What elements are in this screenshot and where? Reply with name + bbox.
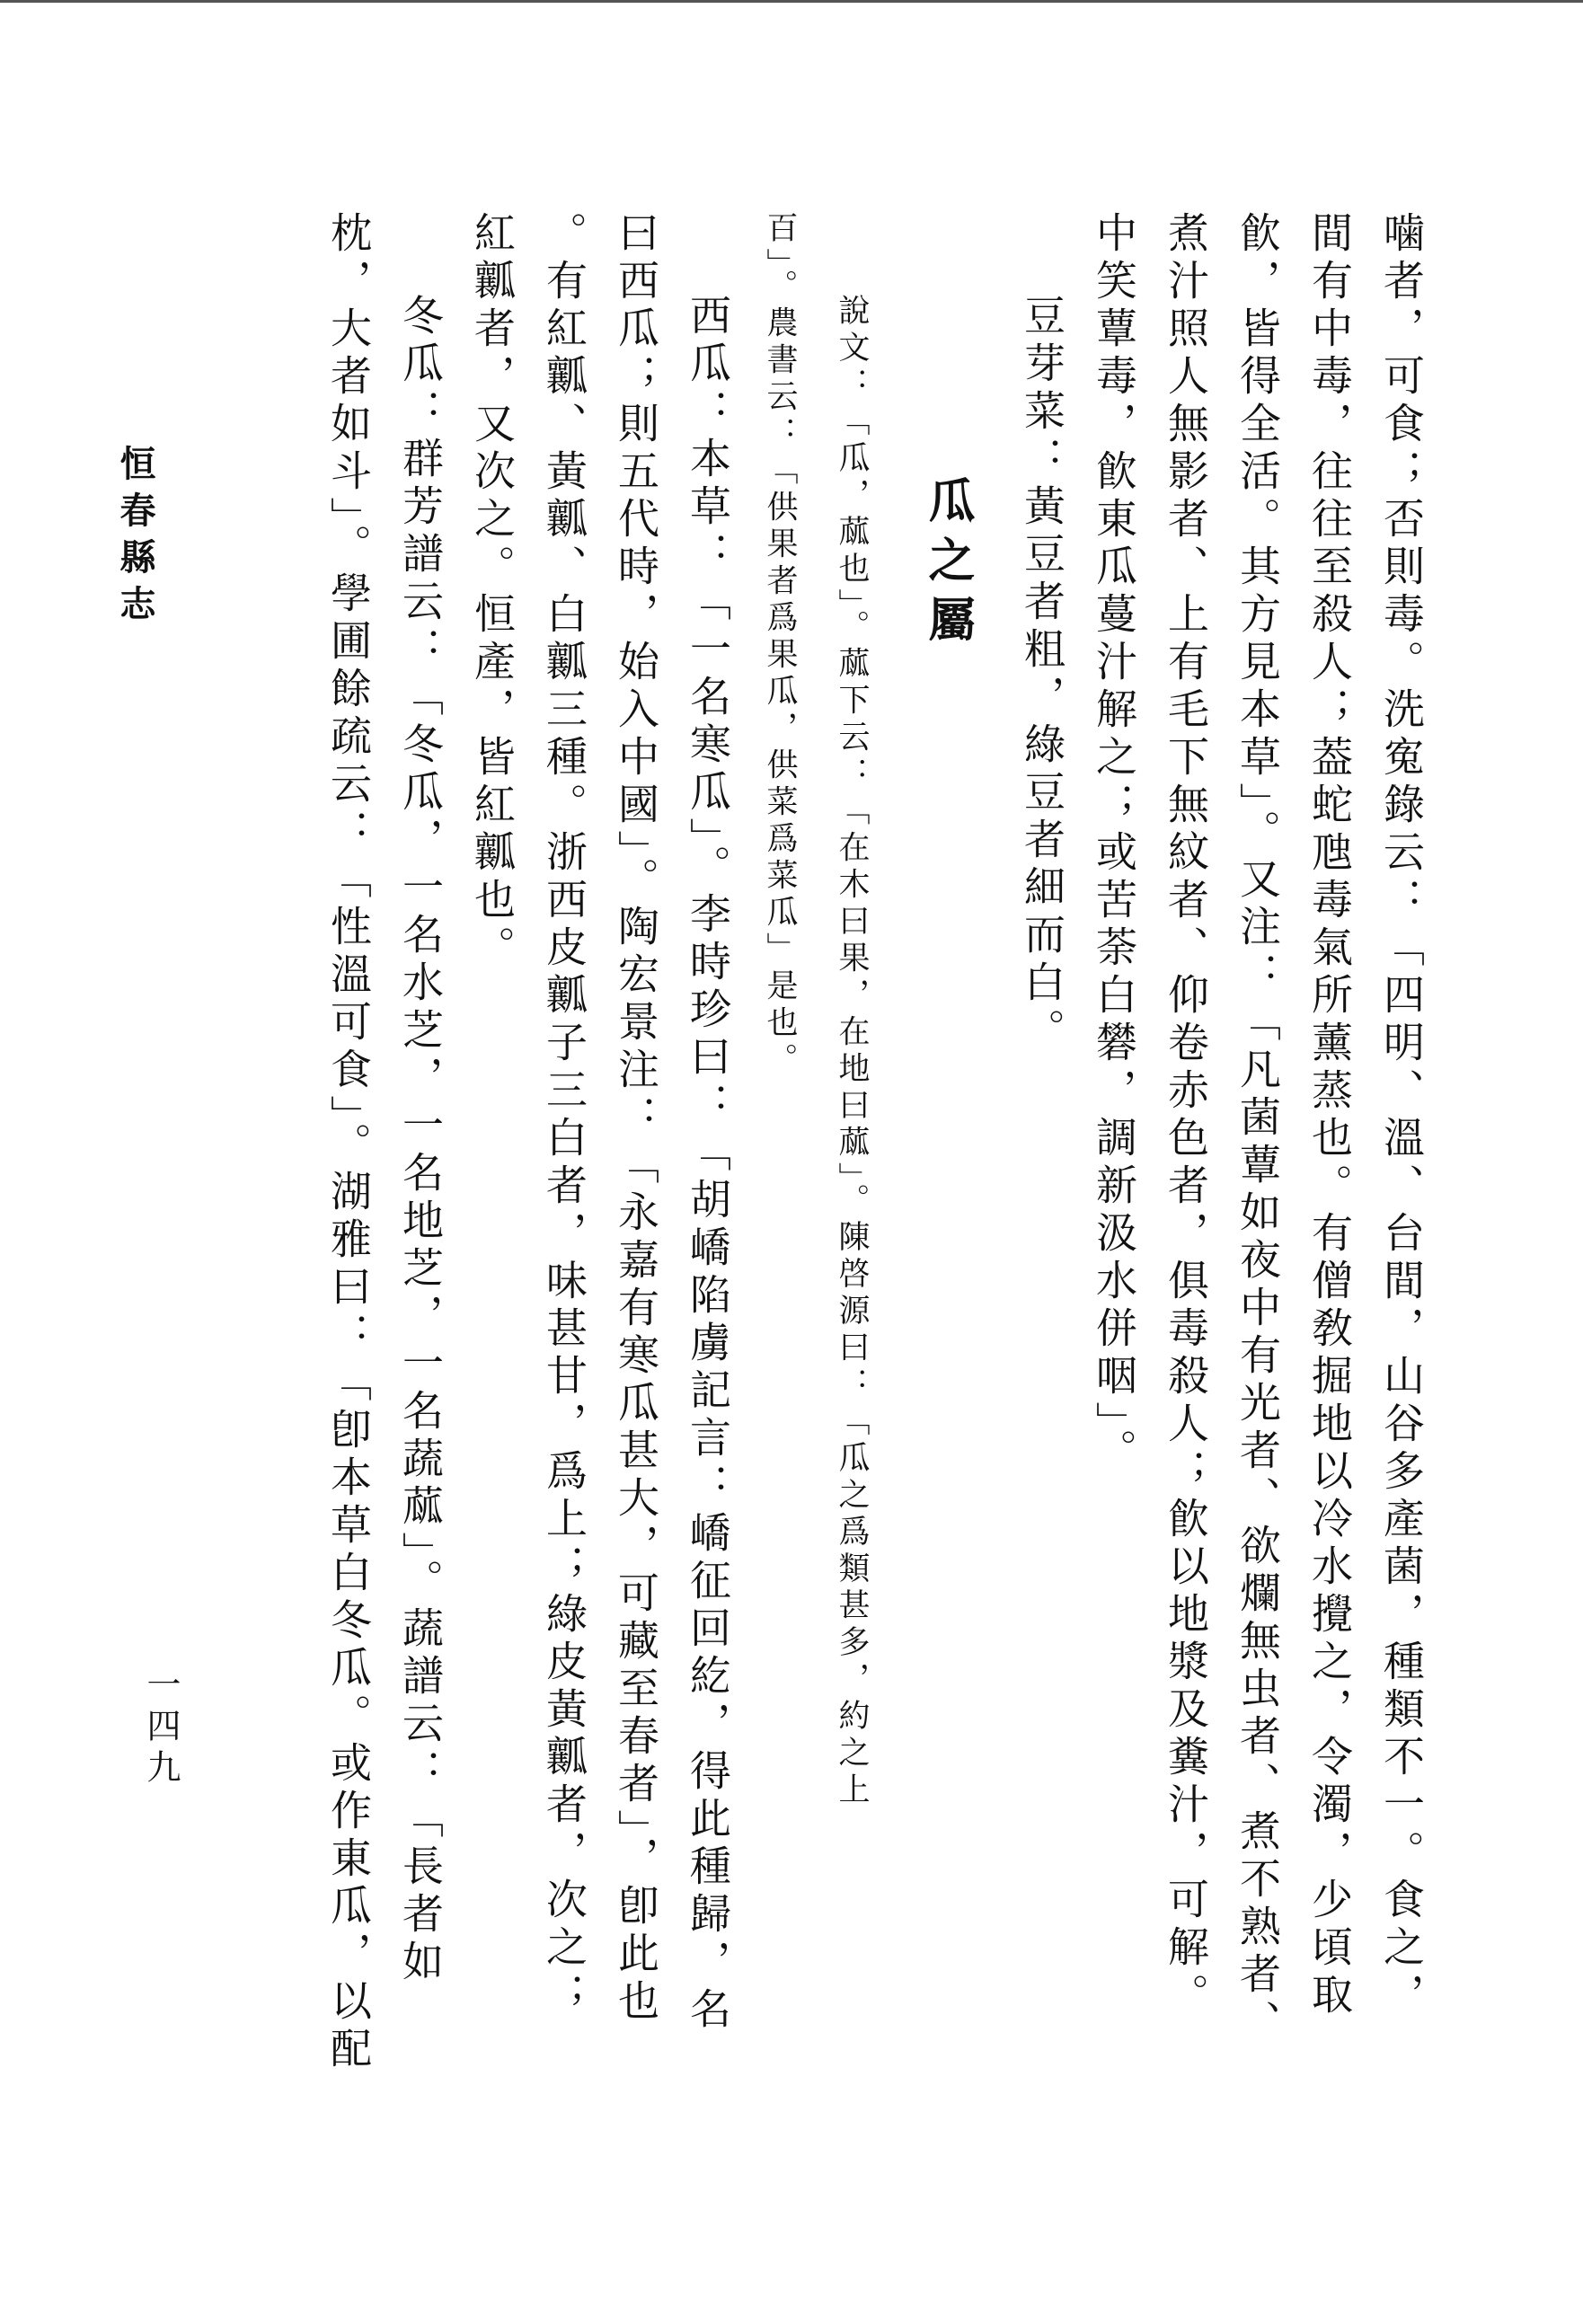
text-column: 飮，皆得全活。其方見本草」。又注：「凡菌蕈如夜中有光者、欲爛無虫者、煮不熟者、 <box>1234 211 1282 2047</box>
text-column: 枕，大者如斗」。學圃餘疏云：「性溫可食」。湖雅曰：「卽本草白冬瓜。或作東瓜，以配 <box>324 211 373 2074</box>
text-column: 說文：「瓜，蓏也」。蓏下云：「在木曰果，在地曰蓏」。陳啓源曰：「瓜之爲類甚多，約之上 <box>834 294 870 1809</box>
text-column: 百」。農書云：「供果者爲果瓜，供菜爲菜瓜」是也。 <box>762 211 798 1080</box>
text-column: 間有中毒，往往至殺人；葢蛇虺毒氣所薰蒸也。有僧敎掘地以冷水攪之，令濁，少頃取 <box>1305 211 1354 2020</box>
page-number: 一四九 <box>141 1666 181 1790</box>
text-column: 煮汁照人無影者、上有毛下無紋者、仰卷赤色者，俱毒殺人；飮以地漿及糞汁，可解。 <box>1162 211 1210 2020</box>
text-column: 中笑蕈毒，飮東瓜蔓汁解之；或苦荼白礬，調新汲水併咽」。 <box>1090 211 1138 1476</box>
section-heading: 瓜之屬 <box>920 476 975 654</box>
text-column: 紅瓤者，又次之。恒產，皆紅瓤也。 <box>468 211 517 973</box>
top-border-line <box>0 0 1583 3</box>
text-column: 曰西瓜；則五代時，始入中國」。陶宏景注：「永嘉有寒瓜甚大，可藏至春者」，卽此也 <box>612 211 660 2027</box>
text-column: 冬瓜：群芳譜云：「冬瓜，一名水芝，一名地芝，一名蔬蓏」。蔬譜云：「長者如 <box>396 294 445 1987</box>
vertical-text-body <box>198 211 1437 2134</box>
text-column: 噛者，可食；否則毒。洗寃錄云：「四明、溫、台間，山谷多產菌，種類不一。食之， <box>1377 211 1426 2020</box>
text-column: 豆芽菜：黃豆者粗，綠豆者細而白。 <box>1018 294 1066 1056</box>
text-column: 西瓜：本草：「一名寒瓜」。李時珍曰：「胡嶠陷虜記言：嶠征回紇，得此種歸，名 <box>684 294 732 2035</box>
text-column: 。有紅瓤、黃瓤、白瓤三種。浙西皮瓤子三白者，味甚甘，爲上；綠皮黃瓤者，次之； <box>540 211 588 2020</box>
book-title: 恒春縣志 <box>114 445 156 632</box>
